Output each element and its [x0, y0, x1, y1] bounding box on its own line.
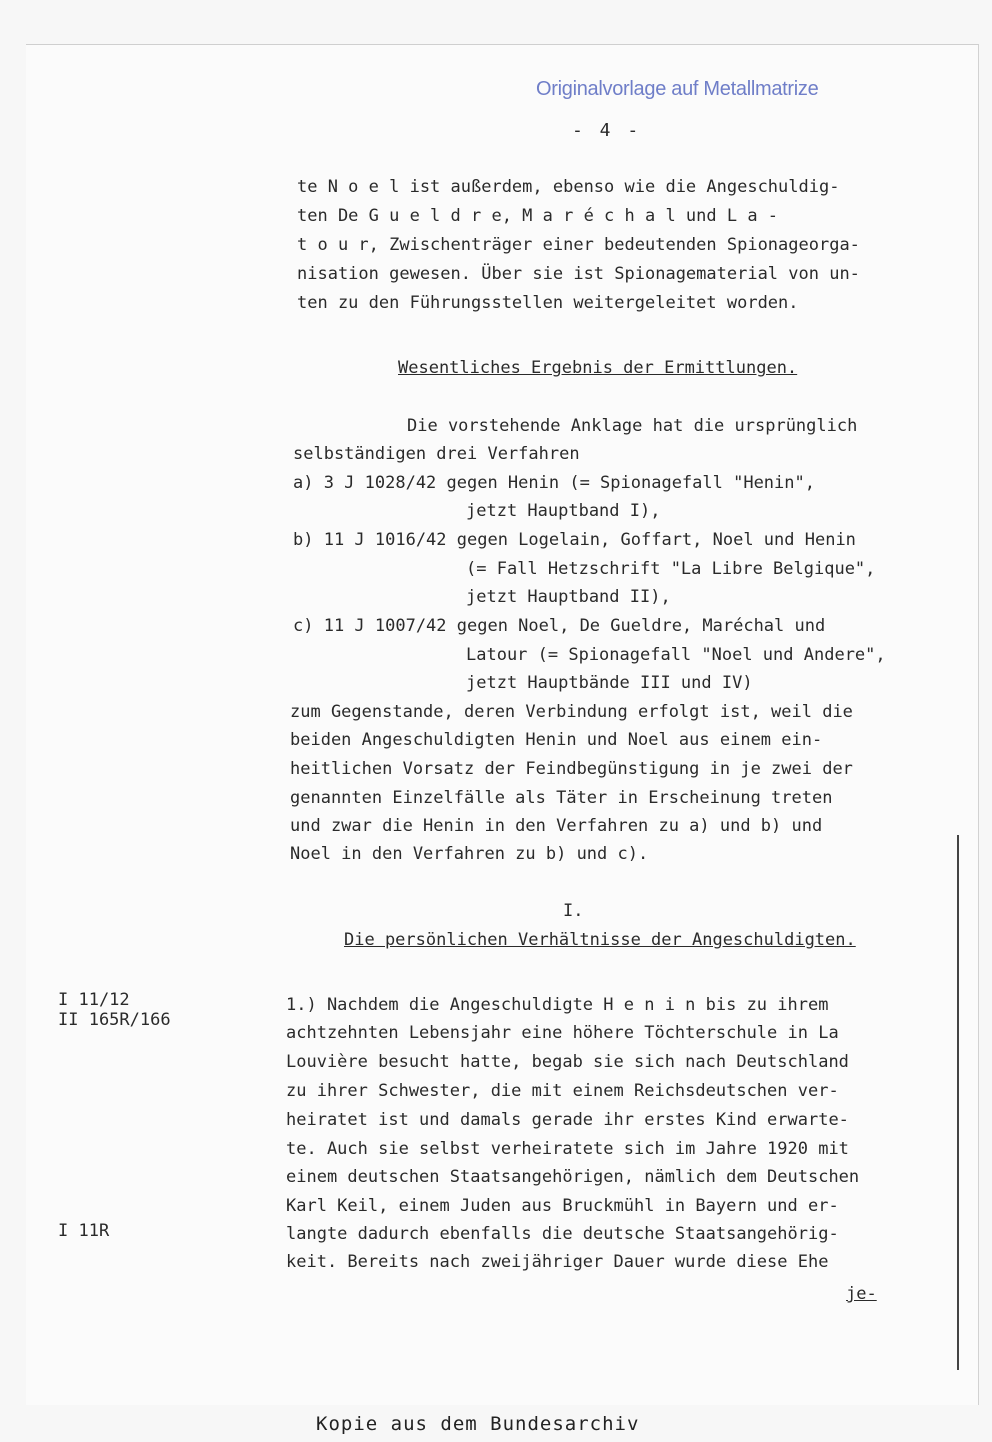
- page-number: - 4 -: [572, 120, 642, 141]
- text-line: heiratet ist und damals gerade ihr erstes Kind erwarte-: [286, 1110, 849, 1130]
- text-line: jetzt Hauptband II),: [466, 587, 671, 607]
- text-line: t o u r, Zwischenträger einer bedeutenden Spionageorga-: [297, 235, 860, 255]
- text-line: Latour (= Spionagefall "Noel und Andere",: [466, 645, 886, 665]
- section-heading: Die persönlichen Verhältnisse der Angeschuldigten.: [344, 930, 856, 950]
- text-line: Louvière besucht hatte, begab sie sich nach Deutschland: [286, 1052, 849, 1072]
- text-line: te N o e l ist außerdem, ebenso wie die Angeschuldig-: [297, 177, 840, 197]
- text-line: Noel in den Verfahren zu b) und c).: [290, 844, 649, 864]
- text-line: jetzt Hauptband I),: [466, 501, 661, 521]
- catchword: je-: [846, 1284, 877, 1304]
- archive-stamp: Originalvorlage auf Metallmatrize: [536, 78, 819, 100]
- text-line: jetzt Hauptbände III und IV): [466, 673, 753, 693]
- text-line: 1.) Nachdem die Angeschuldigte H e n i n bis zu ihrem: [286, 995, 829, 1015]
- section-heading: Wesentliches Ergebnis der Ermittlungen.: [398, 358, 798, 378]
- text-line: genannten Einzelfälle als Täter in Erscheinung treten: [290, 788, 833, 808]
- text-line: c) 11 J 1007/42 gegen Noel, De Gueldre, Maréchal und: [293, 616, 826, 636]
- text-line: zum Gegenstande, deren Verbindung erfolgt ist, weil die: [290, 702, 853, 722]
- text-line: beiden Angeschuldigten Henin und Noel aus einem ein-: [290, 730, 823, 750]
- text-line: achtzehnten Lebensjahr eine höhere Töchterschule in La: [286, 1023, 839, 1043]
- text-line: a) 3 J 1028/42 gegen Henin (= Spionagefall "Henin",: [293, 473, 815, 493]
- text-line: ten zu den Führungsstellen weitergeleitet worden.: [297, 293, 799, 313]
- text-line: ten De G u e l d r e, M a r é c h a l und L a -: [297, 206, 779, 226]
- margin-reference: I 11/12: [58, 990, 130, 1010]
- text-line: te. Auch sie selbst verheiratete sich im Jahre 1920 mit: [286, 1139, 849, 1159]
- text-line: nisation gewesen. Über sie ist Spionagematerial von un-: [297, 264, 860, 284]
- right-margin-rule: [957, 835, 959, 1370]
- text-line: zu ihrer Schwester, die mit einem Reichsdeutschen ver-: [286, 1081, 839, 1101]
- text-line: Karl Keil, einem Juden aus Bruckmühl in Bayern und er-: [286, 1196, 839, 1216]
- text-line: b) 11 J 1016/42 gegen Logelain, Goffart, Noel und Henin: [293, 530, 856, 550]
- text-line: Die vorstehende Anklage hat die ursprünglich: [407, 416, 858, 436]
- footer-archive-note: Kopie aus dem Bundesarchiv: [316, 1413, 640, 1435]
- text-line: heitlichen Vorsatz der Feindbegünstigung in je zwei der: [290, 759, 853, 779]
- section-number: I.: [563, 901, 584, 921]
- text-line: und zwar die Henin in den Verfahren zu a) und b) und: [290, 816, 823, 836]
- margin-reference: I 11R: [58, 1221, 110, 1241]
- text-line: einem deutschen Staatsangehörigen, nämlich dem Deutschen: [286, 1167, 860, 1187]
- text-line: langte dadurch ebenfalls die deutsche Staatsangehörig-: [286, 1224, 839, 1244]
- margin-reference: II 165R/166: [58, 1010, 171, 1030]
- text-line: keit. Bereits nach zweijähriger Dauer wurde diese Ehe: [286, 1252, 829, 1272]
- text-line: selbständigen drei Verfahren: [293, 444, 580, 464]
- text-line: (= Fall Hetzschrift "La Libre Belgique",: [466, 559, 876, 579]
